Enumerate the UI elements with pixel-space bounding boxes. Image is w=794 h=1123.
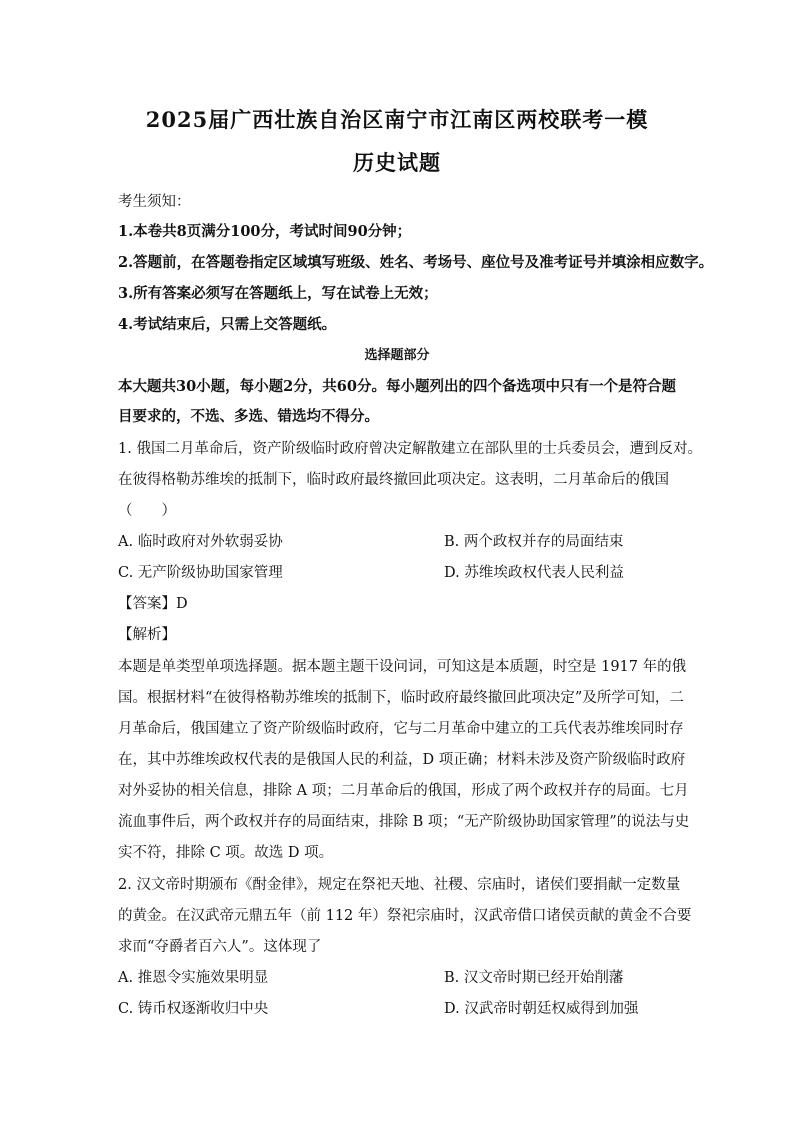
- question-stem: 求而“夺爵者百六人”。这体现了: [118, 939, 322, 955]
- question-stem: （ ）: [118, 503, 176, 519]
- question-stem: 的黄金。在汉武帝元鼎五年（前 112 年）祭祀宗庙时，汉武帝借口诸侯贡献的黄金不合要: [118, 908, 692, 924]
- analysis-line: 流血事件后，两个政权并存的局面结束，排除 B 项；“无产阶级协助国家管理”的说法与史: [118, 814, 690, 830]
- option-a: A. 临时政府对外软弱妥协: [118, 534, 283, 550]
- section-instruction: 目要求的，不选、多选、错选均不得分。: [118, 408, 379, 425]
- question-stem: 2. 汉文帝时期颁布《酎金律》，规定在祭祀天地、社稷、宗庙时，诸侯们要捐献一定数量: [118, 877, 681, 893]
- notice-item: 2.答题前，在答题卷指定区域填写班级、姓名、考场号、座位号及准考证号并填涂相应数字。: [118, 254, 714, 271]
- notice-item: 1.本卷共8页满分100分，考试时间90分钟；: [118, 223, 412, 240]
- analysis-line: 对外妥协的相关信息，排除 A 项；二月革命后的俄国，形成了两个政权并存的局面。七月: [118, 783, 689, 799]
- section-title: 选择题部分: [364, 348, 430, 363]
- analysis-label: 【解析】: [118, 627, 176, 643]
- notice-item: 3.所有答案必须写在答题纸上，写在试卷上无效；: [118, 285, 438, 302]
- option-c: C. 铸币权逐渐收归中央: [118, 1001, 269, 1017]
- option-b: B. 汉文帝时期已经开始削藩: [444, 970, 624, 986]
- option-d: D. 苏维埃政权代表人民利益: [444, 565, 624, 581]
- question-stem: 1. 俄国二月革命后，资产阶级临时政府曾决定解散建立在部队里的士兵委员会，遭到反对。: [118, 441, 702, 457]
- section-instruction: 本大题共30小题，每小题2分，共60分。每小题列出的四个备选项中只有一个是符合题: [118, 378, 676, 395]
- exam-title: 2025届广西壮族自治区南宁市江南区两校联考一模: [145, 107, 649, 132]
- analysis-line: 本题是单类型单项选择题。据本题主题干设问词，可知这是本质题，时空是 1917 年的俄: [118, 659, 687, 675]
- notice-heading: 考生须知：: [118, 194, 191, 210]
- exam-subtitle: 历史试题: [353, 150, 441, 175]
- question-stem: 在彼得格勒苏维埃的抵制下，临时政府最终撤回此项决定。这表明，二月革命后的俄国: [118, 472, 669, 488]
- analysis-line: 实不符，排除 C 项。故选 D 项。: [118, 845, 334, 861]
- answer-label: 【答案】D: [118, 596, 188, 612]
- analysis-line: 月革命后，俄国建立了资产阶级临时政府，它与二月革命中建立的工兵代表苏维埃同时存: [118, 721, 684, 737]
- analysis-line: 国。根据材料“在彼得格勒苏维埃的抵制下，临时政府最终撤回此项决定”及所学可知，二: [118, 690, 684, 706]
- option-d: D. 汉武帝时朝廷权威得到加强: [444, 1001, 639, 1017]
- notice-item: 4.考试结束后，只需上交答题纸。: [118, 316, 337, 333]
- option-c: C. 无产阶级协助国家管理: [118, 565, 283, 581]
- analysis-line: 在，其中苏维埃政权代表的是俄国人民的利益，D 项正确；材料未涉及资产阶级临时政府: [118, 752, 686, 768]
- option-a: A. 推恩令实施效果明显: [118, 970, 269, 986]
- option-b: B. 两个政权并存的局面结束: [444, 534, 624, 550]
